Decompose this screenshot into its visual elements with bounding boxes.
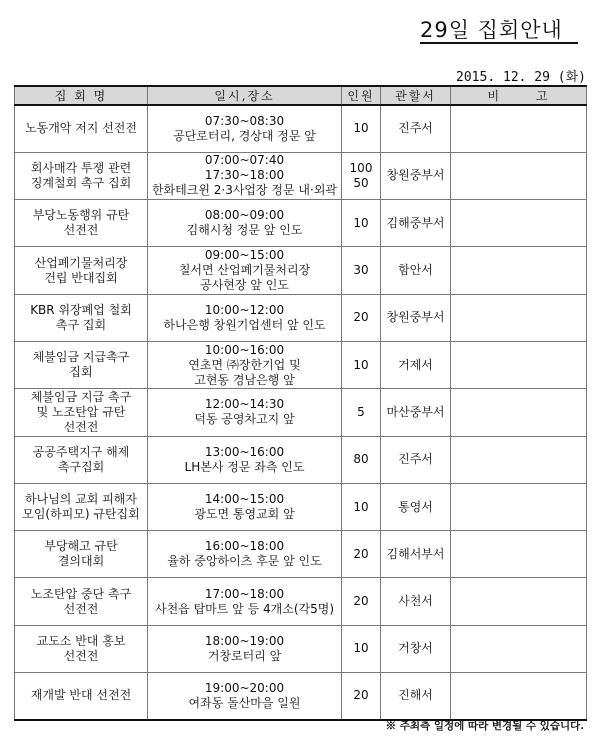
- page-title: 29일 집회안내: [420, 18, 563, 42]
- time-place-cell: [148, 105, 342, 152]
- table-row: [15, 294, 587, 341]
- rally-name-cell: [15, 200, 148, 247]
- table-row: [15, 247, 587, 294]
- rally-name-cell: [15, 436, 148, 483]
- rally-name-line: 선전전: [63, 648, 99, 663]
- time-place-line: 율하 중앙하이츠 후문 앞 인도: [167, 554, 322, 569]
- rally-name-line: 건립 반대집회: [44, 270, 118, 285]
- rally-name-line: 체불임금 지급 촉구: [30, 389, 132, 404]
- count-line: 5: [357, 404, 365, 419]
- rally-name-line: 선전전: [63, 419, 99, 434]
- time-place-line: 광도면 통영교회 앞: [194, 507, 295, 522]
- rally-name-cell: [15, 341, 148, 388]
- table-row: [15, 625, 587, 672]
- rally-name-line: 징계철회 촉구 집회: [30, 175, 132, 190]
- rally-name-line: 재개발 반대 선전전: [30, 688, 132, 703]
- count-cell: [342, 105, 381, 152]
- document-date: 2015. 12. 29 (화): [456, 70, 586, 85]
- count-line: 20: [353, 310, 369, 325]
- time-place-line: 거창로터리 앞: [207, 648, 282, 663]
- title-underline: [420, 42, 578, 44]
- header-rally-name: 집 회 명: [15, 86, 148, 105]
- time-place-cell: [148, 341, 342, 388]
- rally-name-line: 하나님의 교회 피해자: [25, 492, 137, 507]
- rally-name-line: 부당노동행위 규탄: [32, 208, 130, 223]
- rally-name-cell: [15, 294, 148, 341]
- station-cell: 사천서: [381, 578, 451, 625]
- station-cell: 창원중부서: [381, 294, 451, 341]
- time-place-line: 09:00~15:00: [204, 248, 285, 263]
- time-place-cell: [148, 578, 342, 625]
- time-place-line: 덕동 공영차고지 앞: [194, 412, 295, 427]
- time-place-line: 14:00~15:00: [204, 492, 285, 507]
- rally-name-cell: [15, 247, 148, 294]
- count-cell: [342, 200, 381, 247]
- station-cell: 거제서: [381, 341, 451, 388]
- time-place-line: 08:00~09:00: [204, 208, 285, 223]
- time-place-line: 공사현장 앞 인도: [200, 278, 289, 293]
- table-row: [15, 105, 587, 152]
- remarks-cell: [451, 152, 587, 199]
- count-line: 80: [353, 452, 369, 467]
- remarks-cell: [451, 247, 587, 294]
- count-line: 20: [353, 546, 369, 561]
- rally-name-cell: [15, 105, 148, 152]
- station-cell: 통영서: [381, 483, 451, 530]
- table-row: [15, 578, 587, 625]
- count-line: 10: [353, 357, 369, 372]
- time-place-line: 김해시청 정문 앞 인도: [186, 223, 303, 238]
- station-cell: 마산중부서: [381, 389, 451, 436]
- table-row: [15, 483, 587, 530]
- count-line: 10: [353, 121, 369, 136]
- time-place-line: 07:30~08:30: [204, 113, 285, 128]
- time-place-line: 13:00~16:00: [204, 444, 285, 459]
- remarks-cell: [451, 625, 587, 672]
- time-place-line: 17:00~18:00: [204, 586, 285, 601]
- count-cell: [342, 578, 381, 625]
- count-line: 10: [353, 499, 369, 514]
- time-place-cell: [148, 247, 342, 294]
- table-header-row: [15, 86, 587, 105]
- time-place-line: 19:00~20:00: [204, 680, 285, 695]
- footnote: ※ 주최측 일정에 따라 변경될 수 있습니다.: [385, 720, 584, 732]
- count-line: 50: [353, 175, 369, 190]
- time-place-cell: [148, 625, 342, 672]
- rally-name-line: 노조탄압 중단 촉구: [30, 586, 132, 601]
- rally-name-cell: [15, 483, 148, 530]
- rally-name-cell: [15, 389, 148, 436]
- rally-name-line: KBR 위장폐업 철회: [30, 302, 132, 317]
- table-row: [15, 531, 587, 578]
- time-place-line: 17:30~18:00: [204, 168, 285, 183]
- time-place-line: 고현동 경남은행 앞: [194, 372, 295, 387]
- rally-name-line: 공공주택지구 해제: [32, 444, 130, 459]
- time-place-line: 18:00~19:00: [204, 633, 285, 648]
- time-place-cell: [148, 389, 342, 436]
- count-line: 100: [349, 160, 373, 175]
- header-count: 인원: [342, 86, 381, 105]
- rally-name-line: 회사매각 투쟁 관련: [30, 160, 132, 175]
- remarks-cell: [451, 673, 587, 720]
- time-place-cell: [148, 294, 342, 341]
- remarks-cell: [451, 483, 587, 530]
- count-cell: [342, 673, 381, 720]
- remarks-cell: [451, 105, 587, 152]
- count-line: 10: [353, 641, 369, 656]
- count-cell: [342, 294, 381, 341]
- rally-name-line: 노동개악 저지 선전전: [25, 121, 137, 136]
- time-place-line: 연초면 ㈜장한기업 및: [188, 357, 301, 372]
- count-cell: [342, 341, 381, 388]
- station-cell: 함안서: [381, 247, 451, 294]
- count-cell: [342, 436, 381, 483]
- station-cell: 진주서: [381, 436, 451, 483]
- count-cell: [342, 247, 381, 294]
- time-place-line: 10:00~12:00: [204, 302, 285, 317]
- header-station: 관할서: [381, 86, 451, 105]
- time-place-cell: [148, 483, 342, 530]
- rally-name-line: 집회: [69, 365, 93, 380]
- remarks-cell: [451, 389, 587, 436]
- count-line: 20: [353, 594, 369, 609]
- time-place-cell: [148, 531, 342, 578]
- time-place-line: 칠서면 산업폐기물처리장: [178, 263, 311, 278]
- rally-name-cell: [15, 531, 148, 578]
- table-row: [15, 341, 587, 388]
- station-cell: 김해서부서: [381, 531, 451, 578]
- time-place-cell: [148, 200, 342, 247]
- count-cell: [342, 152, 381, 199]
- rally-name-line: 촉구 집회: [55, 317, 107, 332]
- time-place-line: 16:00~18:00: [204, 539, 285, 554]
- header-time-place: 일시,장소: [148, 86, 342, 105]
- rally-name-cell: [15, 673, 148, 720]
- time-place-line: 여좌동 돌산마을 일원: [188, 695, 301, 710]
- time-place-line: 사천읍 탑마트 앞 등 4개소(각5명): [155, 601, 334, 616]
- count-line: 20: [353, 688, 369, 703]
- rally-name-line: 선전전: [63, 223, 99, 238]
- remarks-cell: [451, 294, 587, 341]
- time-place-line: 공단로터리, 경상대 정문 앞: [173, 128, 316, 143]
- time-place-cell: [148, 436, 342, 483]
- table-row: [15, 673, 587, 720]
- time-place-line: LH본사 정문 좌측 인도: [184, 459, 305, 474]
- station-cell: 김해중부서: [381, 200, 451, 247]
- remarks-cell: [451, 578, 587, 625]
- rally-name-line: 결의대회: [57, 554, 105, 569]
- count-line: 10: [353, 215, 369, 230]
- remarks-cell: [451, 341, 587, 388]
- station-cell: 거창서: [381, 625, 451, 672]
- rally-name-line: 촉구집회: [57, 459, 105, 474]
- count-cell: [342, 531, 381, 578]
- rally-schedule-table: [14, 85, 587, 721]
- rally-name-cell: [15, 152, 148, 199]
- time-place-cell: [148, 673, 342, 720]
- table-row: [15, 436, 587, 483]
- rally-name-line: 모임(하피모) 규탄집회: [22, 507, 140, 522]
- station-cell: 진해서: [381, 673, 451, 720]
- remarks-cell: [451, 531, 587, 578]
- rally-name-line: 및 노조탄압 규탄: [36, 404, 126, 419]
- count-cell: [342, 625, 381, 672]
- rally-name-line: 교도소 반대 홍보: [36, 633, 126, 648]
- table-row: [15, 152, 587, 199]
- station-cell: 창원중부서: [381, 152, 451, 199]
- rally-name-cell: [15, 578, 148, 625]
- time-place-line: 하나은행 창원기업센터 앞 인도: [163, 317, 326, 332]
- table-row: [15, 200, 587, 247]
- rally-name-line: 선전전: [63, 601, 99, 616]
- table-body: [15, 105, 587, 720]
- count-cell: [342, 483, 381, 530]
- count-line: 30: [353, 263, 369, 278]
- time-place-cell: [148, 152, 342, 199]
- header-remarks: 비 고: [451, 86, 587, 105]
- rally-name-line: 부당해고 규탄: [44, 539, 118, 554]
- remarks-cell: [451, 436, 587, 483]
- station-cell: 진주서: [381, 105, 451, 152]
- rally-name-cell: [15, 625, 148, 672]
- remarks-cell: [451, 200, 587, 247]
- time-place-line: 10:00~16:00: [204, 342, 285, 357]
- time-place-line: 12:00~14:30: [204, 397, 285, 412]
- time-place-line: 07:00~07:40: [204, 153, 285, 168]
- rally-name-line: 산업폐기물처리장: [34, 255, 128, 270]
- table-row: [15, 389, 587, 436]
- count-cell: [342, 389, 381, 436]
- rally-name-line: 체불임금 지급촉구: [32, 350, 130, 365]
- time-place-line: 한화테크윈 2·3사업장 정문 내·외곽: [151, 183, 338, 198]
